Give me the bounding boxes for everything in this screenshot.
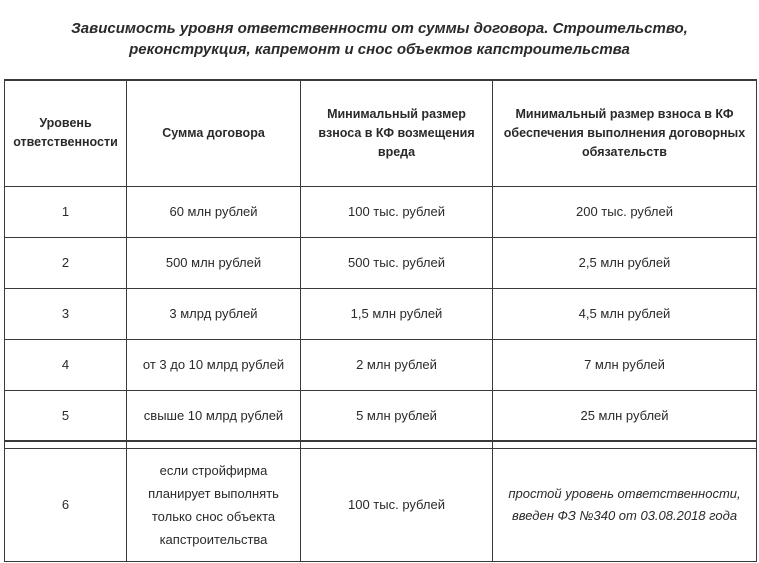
liability-table [4, 79, 757, 562]
cell-level: 5 [5, 390, 127, 441]
table-row-demolition [5, 448, 757, 561]
cell-harm-fee: 5 млн рублей [301, 390, 493, 441]
table-header-row [5, 80, 757, 186]
document-title [0, 0, 759, 78]
cell-level: 1 [5, 186, 127, 237]
cell-amount: если стройфирма планирует выполнять только снос объекта капстроительства [127, 448, 301, 561]
cell-contract-fee: 200 тыс. рублей [493, 186, 757, 237]
cell-amount: 500 млн рублей [127, 237, 301, 288]
table-row [5, 237, 757, 288]
cell-amount: 3 млрд рублей [127, 288, 301, 339]
cell-contract-fee: 25 млн рублей [493, 390, 757, 441]
header-contract-fee: Минимальный размер взноса в КФ обеспечения выполнения договорных обязательств [493, 80, 757, 186]
cell-contract-fee-note: простой уровень ответственности, введен ФЗ №340 от 03.08.2018 года [493, 448, 757, 561]
cell-harm-fee: 100 тыс. рублей [301, 448, 493, 561]
title-line-2: реконструкция, капремонт и снос объектов капстроительства [129, 41, 630, 58]
cell-amount: свыше 10 млрд рублей [127, 390, 301, 441]
cell-amount: от 3 до 10 млрд рублей [127, 339, 301, 390]
cell-harm-fee: 500 тыс. рублей [301, 237, 493, 288]
cell-harm-fee: 1,5 млн рублей [301, 288, 493, 339]
cell-amount: 60 млн рублей [127, 186, 301, 237]
header-amount: Сумма договора [127, 80, 301, 186]
cell-level: 6 [5, 448, 127, 561]
cell-contract-fee: 4,5 млн рублей [493, 288, 757, 339]
table-separator [5, 441, 757, 448]
cell-harm-fee: 100 тыс. рублей [301, 186, 493, 237]
table-row [5, 186, 757, 237]
title-line-1: Зависимость уровня ответственности от суммы договора. Строительство, [71, 20, 688, 37]
cell-level: 2 [5, 237, 127, 288]
header-level: Уровень ответственности [5, 80, 127, 186]
table-row [5, 390, 757, 441]
table-row [5, 288, 757, 339]
header-harm-fee: Минимальный размер взноса в КФ возмещения вреда [301, 80, 493, 186]
cell-contract-fee: 7 млн рублей [493, 339, 757, 390]
cell-level: 3 [5, 288, 127, 339]
cell-contract-fee: 2,5 млн рублей [493, 237, 757, 288]
cell-level: 4 [5, 339, 127, 390]
table-row [5, 339, 757, 390]
cell-harm-fee: 2 млн рублей [301, 339, 493, 390]
